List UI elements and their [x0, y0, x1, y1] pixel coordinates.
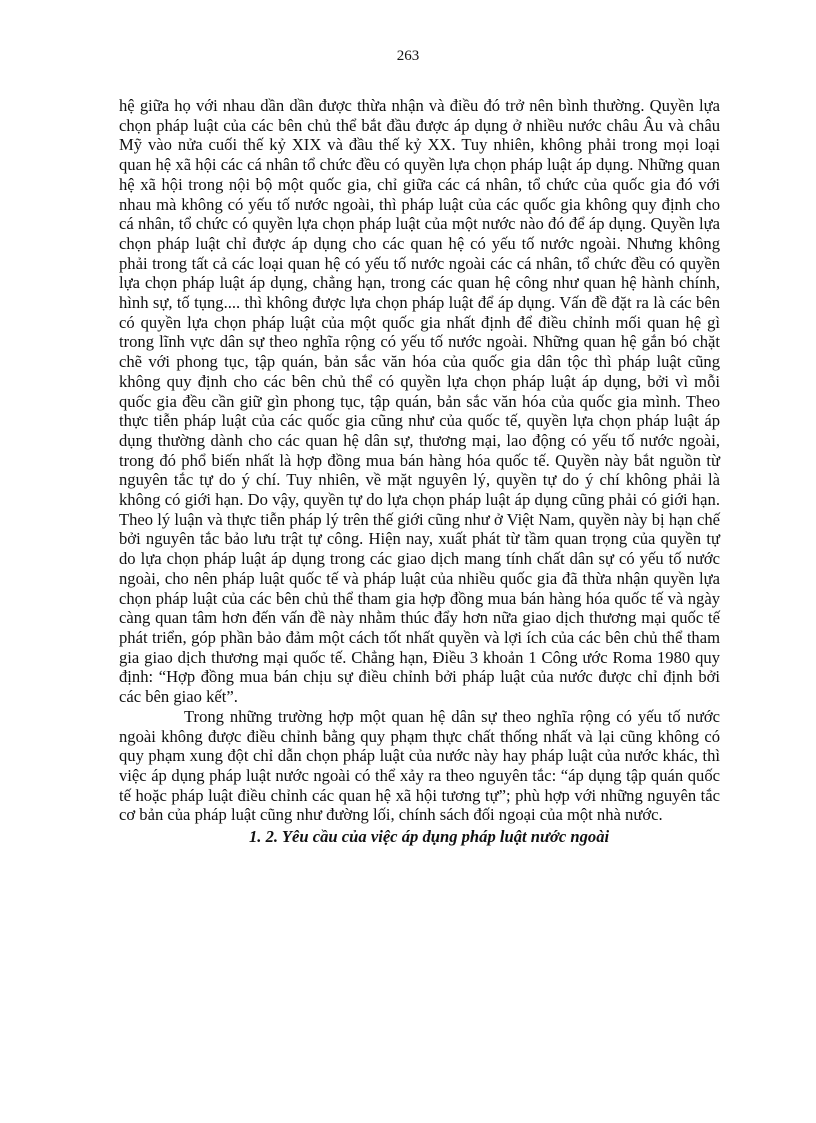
section-heading: 1. 2. Yêu cầu của việc áp dụng pháp luật nước ngoài: [249, 827, 610, 847]
body-text: [119, 96, 720, 847]
paragraph-2: Trong những trường hợp một quan hệ dân sự theo nghĩa rộng có yếu tố nước ngoài không được điều chỉnh bằng quy phạm thực chất thống nhất và lại cũng không có quy phạm xung đột chỉ dẫn chọn pháp luật của nước này hay pháp luật của nước khác, thì việc áp dụng pháp luật nước ngoài có thể xảy ra theo nguyên tắc: “áp dụng tập quán quốc tế hoặc pháp luật điều chỉnh các quan hệ xã hội tương tự”; phù hợp với những nguyên tắc cơ bản của pháp luật cũng như đường lối, chính sách đối ngoại của một nhà nước.: [119, 706, 720, 825]
paragraph-1: hệ giữa họ với nhau dần dần được thừa nhận và điều đó trở nên bình thường. Quyền lựa chọn pháp luật của các bên chủ thể bắt đầu được áp dụng ở nhiều nước châu Âu và châu Mỹ vào nửa cuối thế kỷ XIX và đầu thế kỷ XX. Tuy nhiên, không phải trong mọi loại quan hệ xã hội các cá nhân tổ chức đều có quyền lựa chọn pháp luật áp dụng. Những quan hệ xã hội trong nội bộ một quốc gia, chỉ giữa các cá nhân, tổ chức của quốc gia đó với nhau mà không có yếu tố nước ngoài, thì pháp luật của các quốc gia không quy định cho cá nhân, tổ chức có quyền lựa chọn pháp luật của một nước nào đó để áp dụng. Quyền lựa chọn pháp luật chỉ được áp dụng cho các quan hệ có yếu tố nước ngoài. Nhưng không phải trong tất cả các loại quan hệ có yếu tố nước ngoài các cá nhân, tổ chức đều có quyền lựa chọn pháp luật áp dụng, chẳng hạn, trong các quan hệ công như quan hệ hành chính, hình sự, tố tụng.... thì không được lựa chọn pháp luật để áp dụng. Vấn đề đặt ra là các bên có quyền lựa chọn pháp luật của một quốc gia nhất định để điều chỉnh mối quan hệ gì trong lĩnh vực dân sự theo nghĩa rộng có yếu tố nước ngoài. Những quan hệ gắn bó chặt chẽ với phong tục, tập quán, bản sắc văn hóa của quốc gia dân tộc thì pháp luật cũng không quy định cho các bên chủ thể có quyền lựa chọn pháp luật áp dụng, bởi vì mỗi quốc gia đều cần giữ gìn phong tục, tập quán, bản sắc văn hóa của quốc gia mình. Theo thực tiễn pháp luật của các quốc gia cũng như của quốc tế, quyền lựa chọn pháp luật áp dụng thường dành cho các quan hệ dân sự, thương mại, lao động có yếu tố nước ngoài, trong đó phổ biến nhất là hợp đồng mua bán hàng hóa quốc tế. Quyền này bắt nguồn từ nguyên tắc tự do ý chí. Tuy nhiên, về mặt nguyên lý, quyền tự do ý chí không phải là không có giới hạn. Do vậy, quyền tự do lựa chọn pháp luật áp dụng cũng phải có giới hạn. Theo lý luận và thực tiễn pháp lý trên thế giới cũng như ở Việt Nam, quyền này bị hạn chế bởi nguyên tắc bảo lưu trật tự công. Hiện nay, xuất phát từ tầm quan trọng của quyền tự do lựa chọn pháp luật áp dụng trong các giao dịch mang tính chất dân sự có yếu tố nước ngoài, cho nên pháp luật quốc tế và pháp luật của nhiều quốc gia đã thừa nhận quyền lựa chọn pháp luật của các bên chủ thể tham gia hợp đồng mua bán hàng hóa quốc tế và ngày càng quan tâm hơn đến vấn đề này nhằm thúc đẩy hơn nữa giao dịch thương mại quốc tế phát triển, góp phần bảo đảm một cách tốt nhất quyền và lợi ích của các bên chủ thể tham gia giao dịch thương mại quốc tế. Chẳng hạn, Điều 3 khoản 1 Công ước Roma 1980 quy định: “Hợp đồng mua bán chịu sự điều chỉnh bởi pháp luật của nước được chỉ định bởi các bên giao kết”.: [119, 96, 720, 707]
page-number: 263: [396, 48, 420, 64]
